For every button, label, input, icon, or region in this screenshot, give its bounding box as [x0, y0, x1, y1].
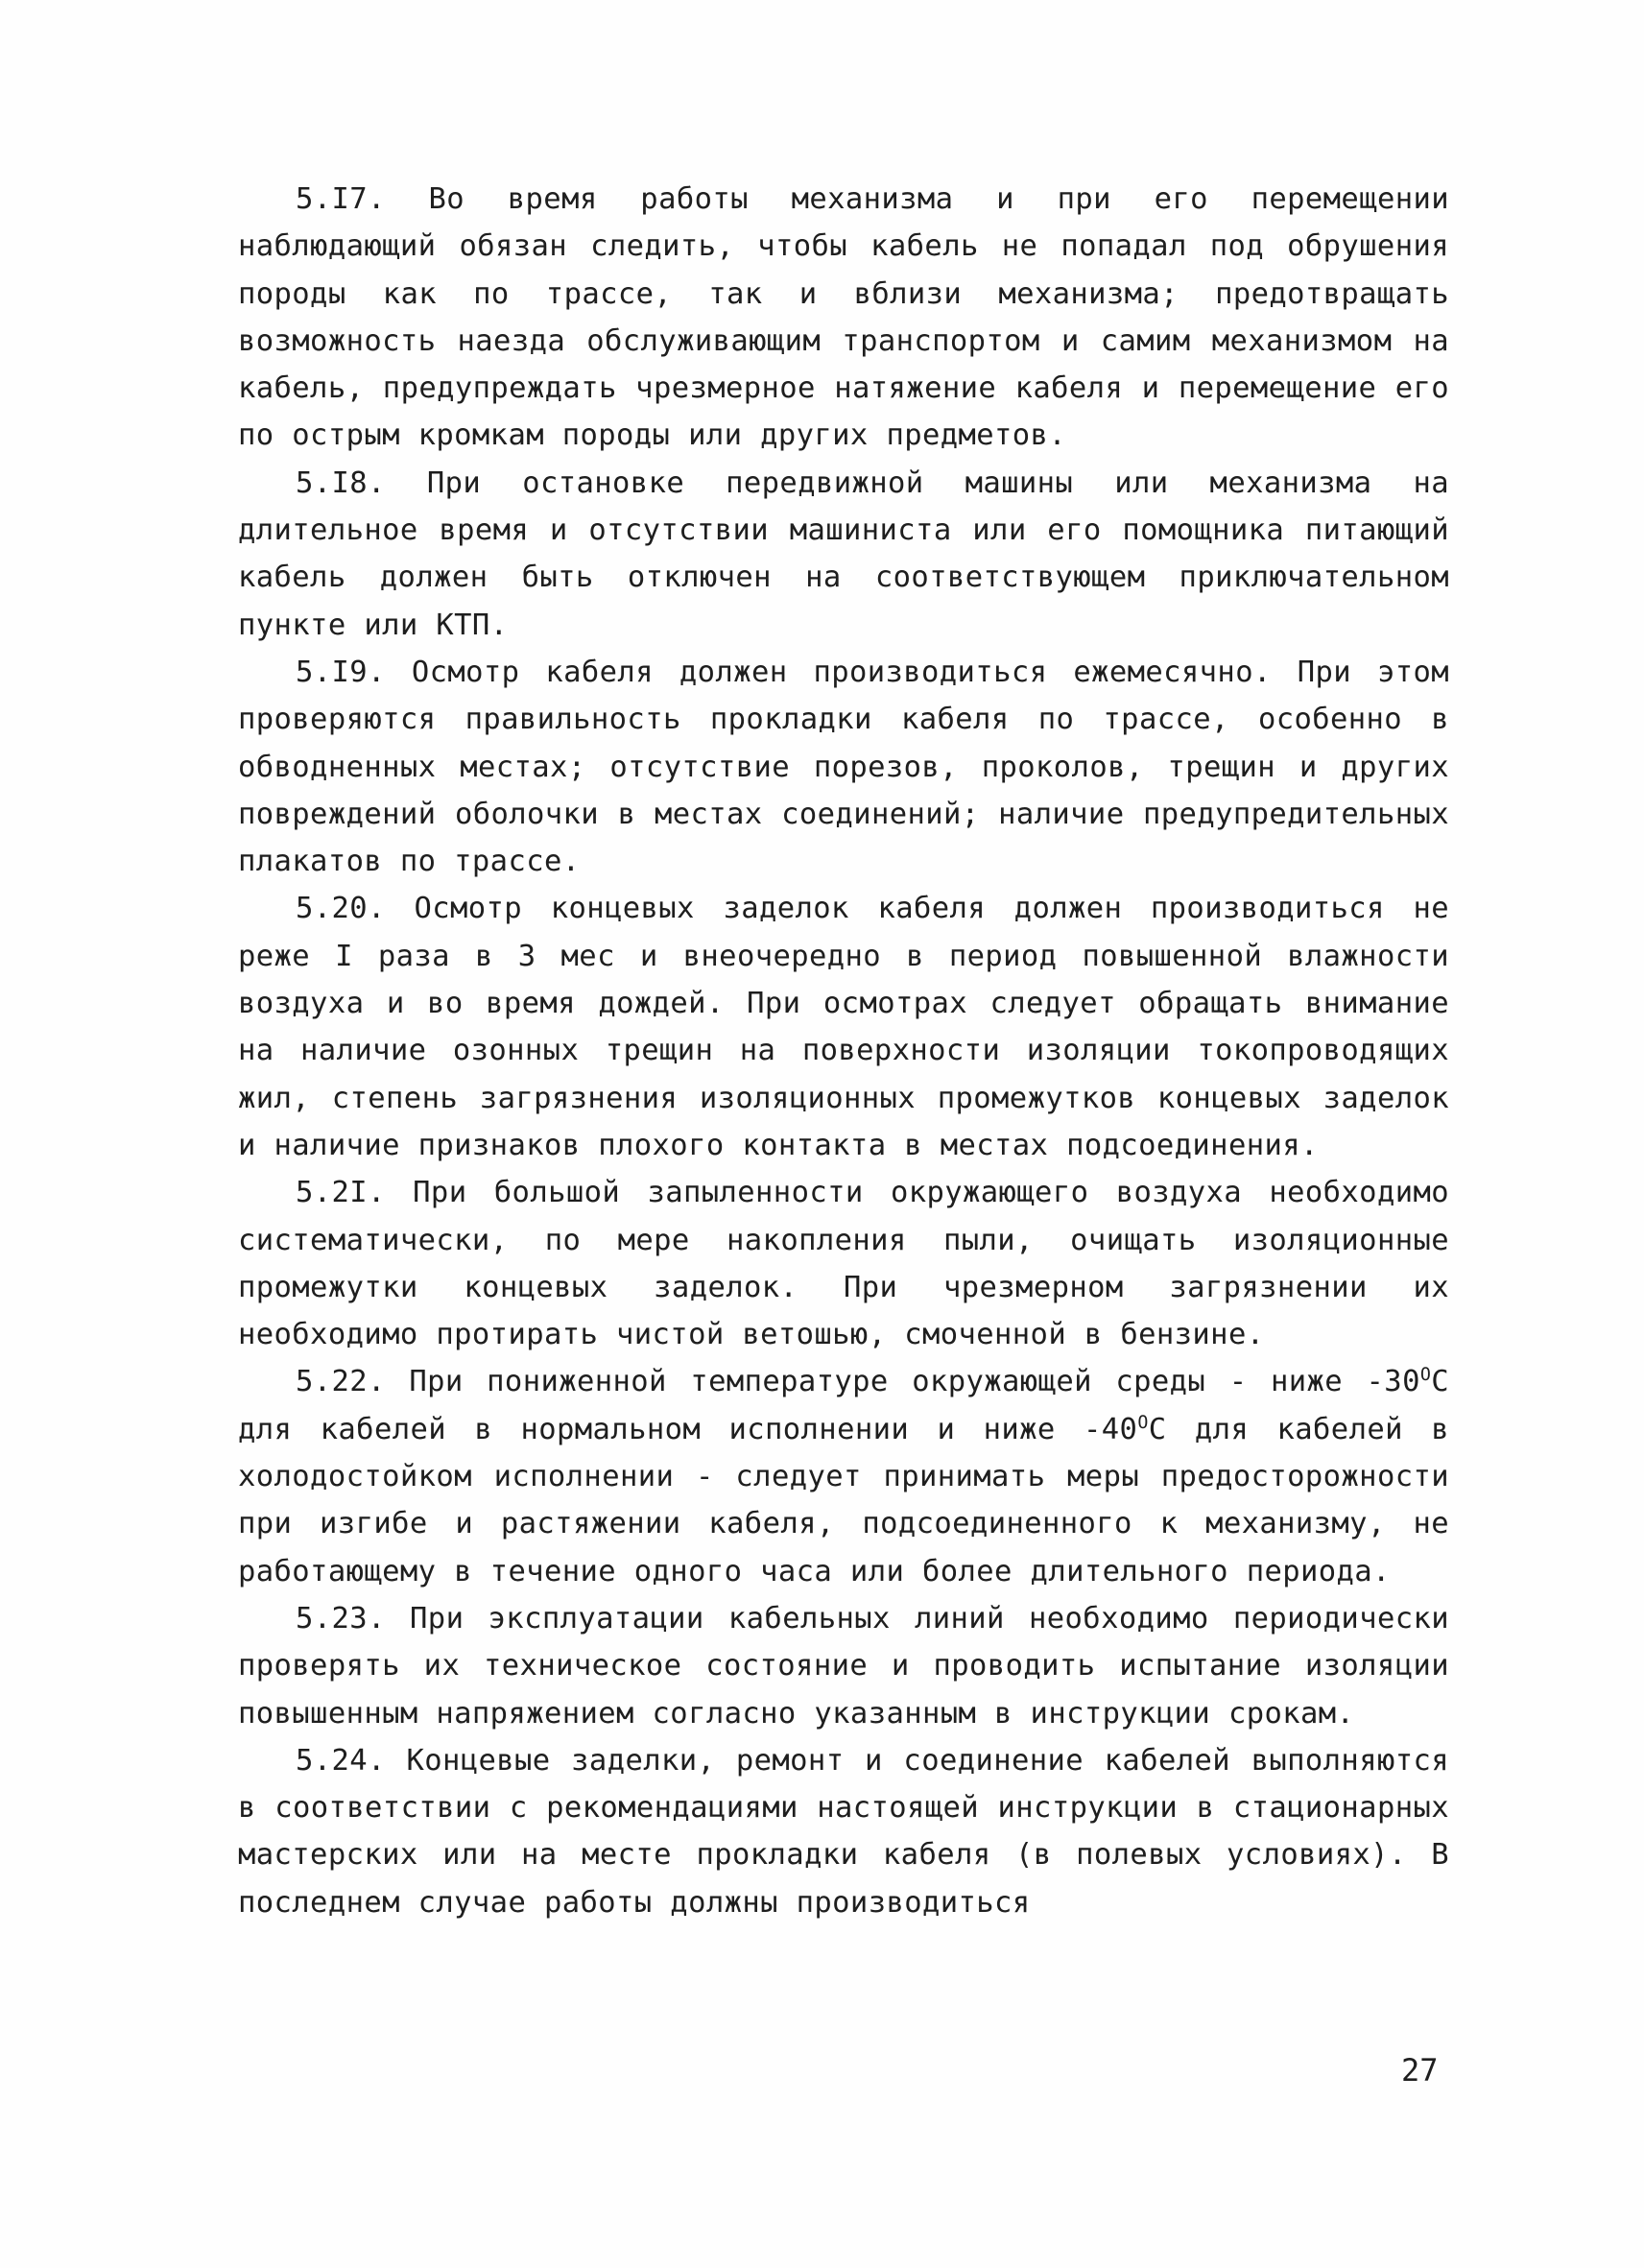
paragraph-number: 5.20.: [296, 892, 386, 926]
paragraph-number: 5.23.: [296, 1601, 386, 1635]
paragraph-5-23: [238, 1595, 1449, 1737]
paragraph-text: При большой запыленности окружающего воздуха необходимо систематически, по мере накопления пыли, очищать изоляционные промежутки концевых заделок. При чрезмерном загрязнении их необходимо протирать чистой ветошью, смоченной в бензине.: [238, 1176, 1449, 1352]
paragraph-text: При остановке передвижной машины или механизма на длительное время и отсутствии машиниста или его помощника питающий кабель должен быть отключен на соответствующем приключательном пункте или КТП.: [238, 466, 1449, 642]
paragraph-text: Во время работы механизма и при его перемещении наблюдающий обязан следить, чтобы кабель не попадал под обрушения породы как по трассе, так и вблизи механизма; предотвращать возможность наезда обслуживающим транспортом и самим механизмом на кабель, предупреждать чрезмерное натяжение кабеля и перемещение его по острым кромкам породы или других предметов.: [238, 182, 1450, 453]
paragraph-text: Концевые заделки, ремонт и соединение кабелей выполняются в соответствии с рекомендациями настоящей инструкции в стационарных мастерских или на месте прокладки кабеля (в полевых условиях). В последнем случае работы должны производиться: [238, 1743, 1450, 1920]
paragraph-text-part-a: При пониженной температуре окружающей среды - ниже -30: [409, 1365, 1420, 1399]
page-number: 27: [1401, 2052, 1439, 2089]
paragraph-5-22: [238, 1358, 1449, 1594]
paragraph-text: Осмотр кабеля должен производиться ежемесячно. При этом проверяются правильность прокладки кабеля по трассе, особенно в обводненных местах; отсутствие порезов, проколов, трещин и других повреждений оболочки в местах соединений; наличие предупредительных плакатов по трассе.: [238, 655, 1449, 879]
paragraph-text: Осмотр концевых заделок кабеля должен производиться не реже I раза в 3 мес и внеочередно в период повышенной влажности воздуха и во время дождей. При осмотрах следует обращать внимание на наличие озонных трещин на поверхности изоляции токопроводящих жил, степень загрязнения изоляционных промежутков концевых заделок и наличие признаков плохого контакта в местах подсоединения.: [238, 892, 1449, 1162]
paragraph-number: 5.I8.: [296, 466, 386, 500]
paragraph-5-21: [238, 1169, 1449, 1358]
paragraph-5-19: [238, 649, 1449, 885]
paragraph-number: 5.22.: [296, 1365, 386, 1399]
degree-symbol: О: [1137, 1412, 1149, 1433]
paragraph-5-24: [238, 1737, 1449, 1926]
paragraph-number: 5.I7.: [296, 182, 386, 216]
paragraph-text: При эксплуатации кабельных линий необходимо периодически проверять их техническое состояние и проводить испытание изоляции повышенным напряжением согласно указанным в инструкции срокам.: [238, 1601, 1450, 1731]
paragraph-text-part-c: С для кабелей в холодостойком исполнении - следует принимать меры предосторожности при изгибе и растяжении кабеля, подсоединенного к механизму, не работающему в течение одного часа или более длительного периода.: [238, 1412, 1449, 1588]
paragraph-5-17: [238, 176, 1449, 460]
paragraph-number: 5.24.: [296, 1743, 386, 1778]
paragraph-5-18: [238, 460, 1449, 649]
paragraph-text-part-b: С для кабелей в нормальном исполнении и ниже -40: [238, 1365, 1449, 1446]
paragraph-5-20: [238, 885, 1449, 1169]
document-body: [238, 176, 1449, 1926]
paragraph-number: 5.I9.: [296, 655, 386, 689]
degree-symbol: О: [1419, 1365, 1432, 1386]
paragraph-number: 5.2I.: [296, 1176, 386, 1210]
